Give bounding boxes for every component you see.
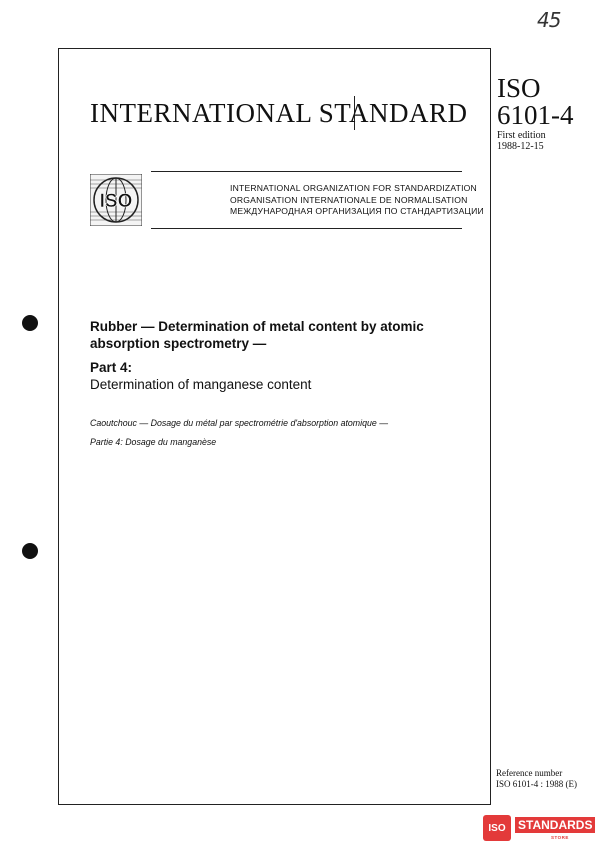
org-name-english: INTERNATIONAL ORGANIZATION FOR STANDARDIZATION <box>230 183 477 193</box>
frame-right-line <box>490 48 491 805</box>
org-top-rule <box>151 171 462 172</box>
frame-bottom-line <box>58 804 490 805</box>
org-bottom-rule <box>151 228 462 229</box>
reference-label: Reference number <box>496 768 563 778</box>
iso-logo-icon <box>90 174 142 226</box>
watermark-sub: STORE <box>551 835 569 840</box>
edition-label: First edition <box>497 130 546 141</box>
organization-names <box>230 183 484 218</box>
iso-number: 6101-4 <box>497 100 574 130</box>
part-title: Determination of manganese content <box>90 377 312 392</box>
reference-code: ISO 6101-4 : 1988 (E) <box>496 779 577 789</box>
french-part-title: Partie 4: Dosage du manganèse <box>90 437 217 447</box>
handwritten-page-number: 45 <box>537 8 561 32</box>
document-title: Rubber — Determination of metal content by atomic absorption spectrometry — <box>90 319 424 351</box>
part-label: Part 4: <box>90 360 133 375</box>
french-title: Caoutchouc — Dosage du métal par spectrométrie d'absorption atomique — <box>90 418 388 428</box>
frame-top-line <box>58 48 490 49</box>
org-name-french: ORGANISATION INTERNATIONALE DE NORMALISATION <box>230 194 468 205</box>
edition-info <box>497 130 546 152</box>
watermark-name: STANDARDS <box>515 817 595 833</box>
standards-store-watermark <box>483 813 593 843</box>
binder-hole-top <box>22 315 38 331</box>
watermark-iso-icon: ISO <box>483 815 511 841</box>
binder-hole-bottom <box>22 543 38 559</box>
frame-left-line <box>58 48 59 804</box>
org-name-russian: МЕЖДУНАРОДНАЯ ОРГАНИЗАЦИЯ ПО СТАНДАРТИЗАЦИИ <box>230 206 484 216</box>
edition-date: 1988-12-15 <box>497 141 544 152</box>
standard-type-title: INTERNATIONAL STANDARD <box>90 98 468 128</box>
logo-text: ISO <box>99 191 133 212</box>
iso-label: ISO <box>497 73 541 103</box>
